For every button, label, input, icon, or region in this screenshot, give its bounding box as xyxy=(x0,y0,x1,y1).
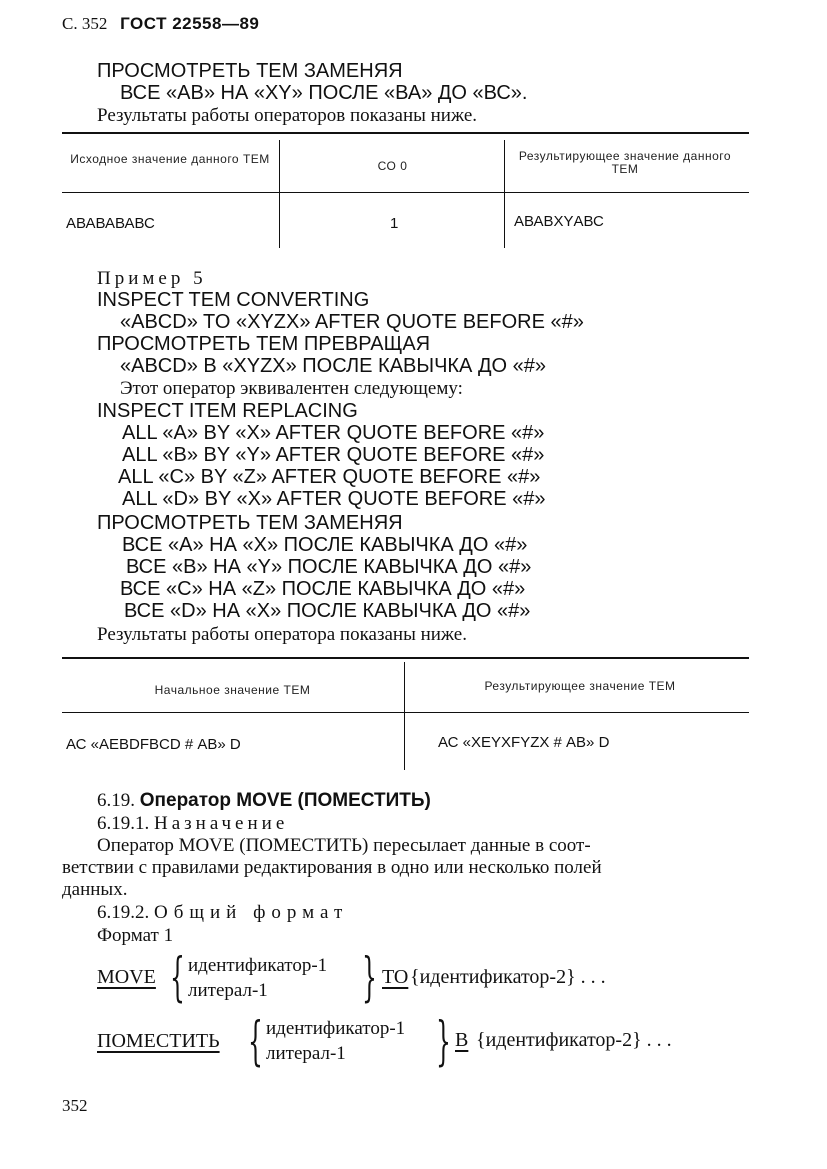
table-header-cell: Результирующее значение данного ТЕМ xyxy=(518,149,732,176)
subsection-number: 6.19.1. xyxy=(97,813,150,834)
standard-number: ГОСТ 22558—89 xyxy=(120,14,260,33)
code-line: ВСЕ «В» НА «Y» ПОСЛЕ КАВЫЧКА ДО «#» xyxy=(126,556,532,578)
subsection-heading xyxy=(97,902,348,924)
left-brace: { xyxy=(248,1012,263,1072)
code-line: INSPECT TEM CONVERTING xyxy=(97,289,370,311)
syntax-target: {идентификатор-2} . . . xyxy=(476,1029,672,1051)
code-line: ALL «D» BY «X» AFTER QUOTE BEFORE «#» xyxy=(122,488,546,510)
table-rule xyxy=(62,657,749,659)
code-line: ПРОСМОТРЕТЬ ТЕМ ЗАМЕНЯЯ xyxy=(97,60,403,82)
subsection-heading xyxy=(97,813,288,835)
table-rule xyxy=(62,132,749,134)
code-line: «ABCD» В «XYZX» ПОСЛЕ КАВЫЧКА ДО «#» xyxy=(120,355,546,377)
code-line: ALL «B» BY «Y» AFTER QUOTE BEFORE «#» xyxy=(122,444,545,466)
section-title: Оператор MOVE (ПОМЕСТИТЬ) xyxy=(139,790,431,811)
syntax-option: литерал-1 xyxy=(266,1043,346,1064)
code-line: ВСЕ «А» НА «X» ПОСЛЕ КАВЫЧКА ДО «#» xyxy=(122,534,528,556)
section-number: 6.19. xyxy=(97,790,135,811)
code-line: «ABCD» TO «XYZX» AFTER QUOTE BEFORE «#» xyxy=(120,311,584,333)
table-header-cell: Начальное значение ТЕМ xyxy=(154,683,311,697)
paragraph-line: ветствии с правилами редактирования в одно или несколько полей xyxy=(62,857,602,878)
code-line: ВСЕ «D» НА «X» ПОСЛЕ КАВЫЧКА ДО «#» xyxy=(124,600,531,622)
syntax-keyword: В xyxy=(455,1029,469,1051)
code-line: ВСЕ «АВ» НА «XY» ПОСЛЕ «ВА» ДО «ВС». xyxy=(120,82,528,104)
code-line: INSPECT ITEM REPLACING xyxy=(97,400,358,422)
table-header-cell: Результирующее значение ТЕМ xyxy=(484,679,676,693)
table-header-cell: СО 0 xyxy=(377,159,408,173)
code-line: ПРОСМОТРЕТЬ ТЕМ ПРЕВРАЩАЯ xyxy=(97,333,431,355)
format-label: Формат 1 xyxy=(97,925,174,946)
page-prefix: С. 352 xyxy=(62,14,108,33)
syntax-target: {идентификатор-2} . . . xyxy=(410,966,606,988)
subsection-title: Назначение xyxy=(154,813,289,834)
column-divider xyxy=(279,140,280,248)
running-header xyxy=(62,14,259,34)
code-line: ВСЕ «С» НА «Z» ПОСЛЕ КАВЫЧКА ДО «#» xyxy=(120,578,526,600)
body-text: Результаты работы операторов показаны ниже. xyxy=(97,105,478,126)
syntax-verb: MOVE xyxy=(97,966,156,988)
table-rule xyxy=(62,712,749,713)
syntax-option: литерал-1 xyxy=(188,980,268,1001)
table-cell: АС «ХЕYXFYZX # АВ» D xyxy=(438,734,610,751)
table-cell: АВАВXYАВС xyxy=(514,213,604,230)
right-brace: } xyxy=(362,948,377,1008)
paragraph-line: Оператор MOVE (ПОМЕСТИТЬ) пересылает данные в соот- xyxy=(97,835,591,856)
subsection-title: Общий формат xyxy=(154,902,349,923)
column-divider xyxy=(504,140,505,248)
example-title: Пример 5 xyxy=(97,268,207,289)
table-cell: АВАВАВАВС xyxy=(66,215,155,232)
table-cell: АС «АЕВDFBCD # АВ» D xyxy=(66,736,241,753)
syntax-verb: ПОМЕСТИТЬ xyxy=(97,1030,220,1052)
body-text: Этот оператор эквивалентен следующему: xyxy=(120,378,463,399)
paragraph-line: данных. xyxy=(62,879,128,900)
syntax-option: идентификатор-1 xyxy=(266,1018,406,1039)
table-cell: 1 xyxy=(390,215,399,232)
page-number: 352 xyxy=(62,1096,88,1115)
code-line: ALL «A» BY «X» AFTER QUOTE BEFORE «#» xyxy=(122,422,545,444)
table-header-cell: Исходное значение данного ТЕМ xyxy=(70,152,270,166)
syntax-option: идентификатор-1 xyxy=(188,955,328,976)
code-line: ПРОСМОТРЕТЬ ТЕМ ЗАМЕНЯЯ xyxy=(97,512,403,534)
left-brace: { xyxy=(170,948,185,1008)
table-rule xyxy=(62,192,749,193)
subsection-number: 6.19.2. xyxy=(97,902,150,923)
code-line: ALL «C» BY «Z» AFTER QUOTE BEFORE «#» xyxy=(118,466,541,488)
column-divider xyxy=(404,662,405,770)
body-text: Результаты работы оператора показаны ниже. xyxy=(97,624,467,645)
right-brace: } xyxy=(436,1012,451,1072)
section-heading xyxy=(97,790,431,812)
syntax-keyword: TO xyxy=(382,966,409,988)
